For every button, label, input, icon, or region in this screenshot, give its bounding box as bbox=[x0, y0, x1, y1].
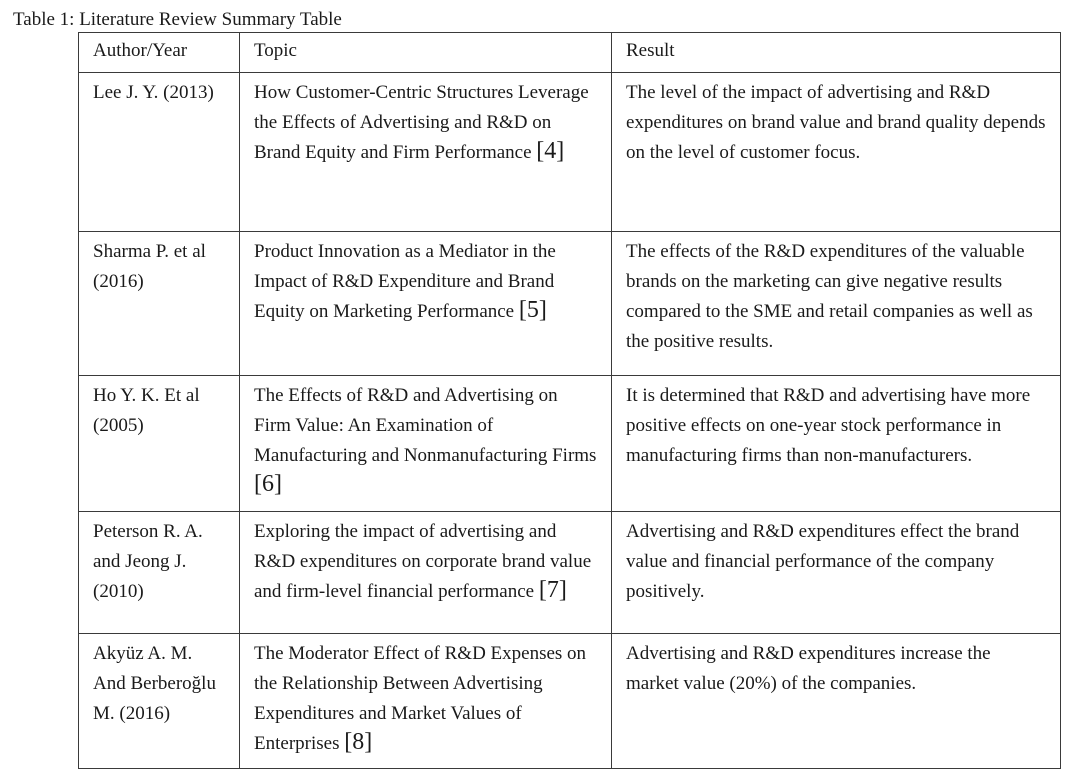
table-row bbox=[79, 376, 1061, 512]
author-cell: Lee J. Y. (2013) bbox=[79, 73, 240, 232]
literature-review-table bbox=[78, 32, 1061, 769]
topic-cell bbox=[240, 73, 612, 232]
header-author-year: Author/Year bbox=[79, 33, 240, 73]
author-cell: Peterson R. A. and Jeong J. (2010) bbox=[79, 512, 240, 634]
table-row bbox=[79, 634, 1061, 769]
topic-text: The Effects of R&D and Advertising on Firm Value: An Examination of Manufacturing and Nonmanufacturing Firms bbox=[254, 385, 597, 466]
author-cell: Ho Y. K. Et al (2005) bbox=[79, 376, 240, 512]
reference-number: [8] bbox=[344, 729, 373, 755]
result-cell: It is determined that R&D and advertising have more positive effects on one-year stock performance in manufacturing firms than non-manufacturers. bbox=[612, 376, 1061, 512]
header-row bbox=[79, 33, 1061, 73]
header-topic: Topic bbox=[240, 33, 612, 73]
result-cell: The effects of the R&D expenditures of the valuable brands on the marketing can give negative results compared to the SME and retail companies as well as the positive results. bbox=[612, 232, 1061, 376]
topic-text: Exploring the impact of advertising and R&D expenditures on corporate brand value and firm-level financial performance bbox=[254, 521, 592, 602]
table-row bbox=[79, 232, 1061, 376]
table-caption: Table 1: Literature Review Summary Table bbox=[13, 9, 342, 30]
table-row bbox=[79, 73, 1061, 232]
topic-text: Product Innovation as a Mediator in the Impact of R&D Expenditure and Brand Equity on Marketing Performance bbox=[254, 241, 556, 322]
result-cell: Advertising and R&D expenditures increase the market value (20%) of the companies. bbox=[612, 634, 1061, 769]
topic-cell bbox=[240, 376, 612, 512]
table-row bbox=[79, 512, 1061, 634]
reference-number: [4] bbox=[536, 138, 565, 164]
reference-number: [6] bbox=[254, 471, 282, 497]
author-cell: Akyüz A. M. And Berberoğlu M. (2016) bbox=[79, 634, 240, 769]
topic-cell bbox=[240, 512, 612, 634]
result-cell: The level of the impact of advertising and R&D expenditures on brand value and brand quality depends on the level of customer focus. bbox=[612, 73, 1061, 232]
topic-cell bbox=[240, 634, 612, 769]
author-cell: Sharma P. et al (2016) bbox=[79, 232, 240, 376]
reference-number: [7] bbox=[538, 577, 567, 603]
result-cell: Advertising and R&D expenditures effect the brand value and financial performance of the company positively. bbox=[612, 512, 1061, 634]
header-result: Result bbox=[612, 33, 1061, 73]
topic-cell bbox=[240, 232, 612, 376]
reference-number: [5] bbox=[518, 297, 547, 323]
topic-text: How Customer-Centric Structures Leverage the Effects of Advertising and R&D on Brand Equity and Firm Performance bbox=[254, 82, 589, 163]
topic-text: The Moderator Effect of R&D Expenses on the Relationship Between Advertising Expenditures and Market Values of Enterprises bbox=[254, 643, 587, 754]
